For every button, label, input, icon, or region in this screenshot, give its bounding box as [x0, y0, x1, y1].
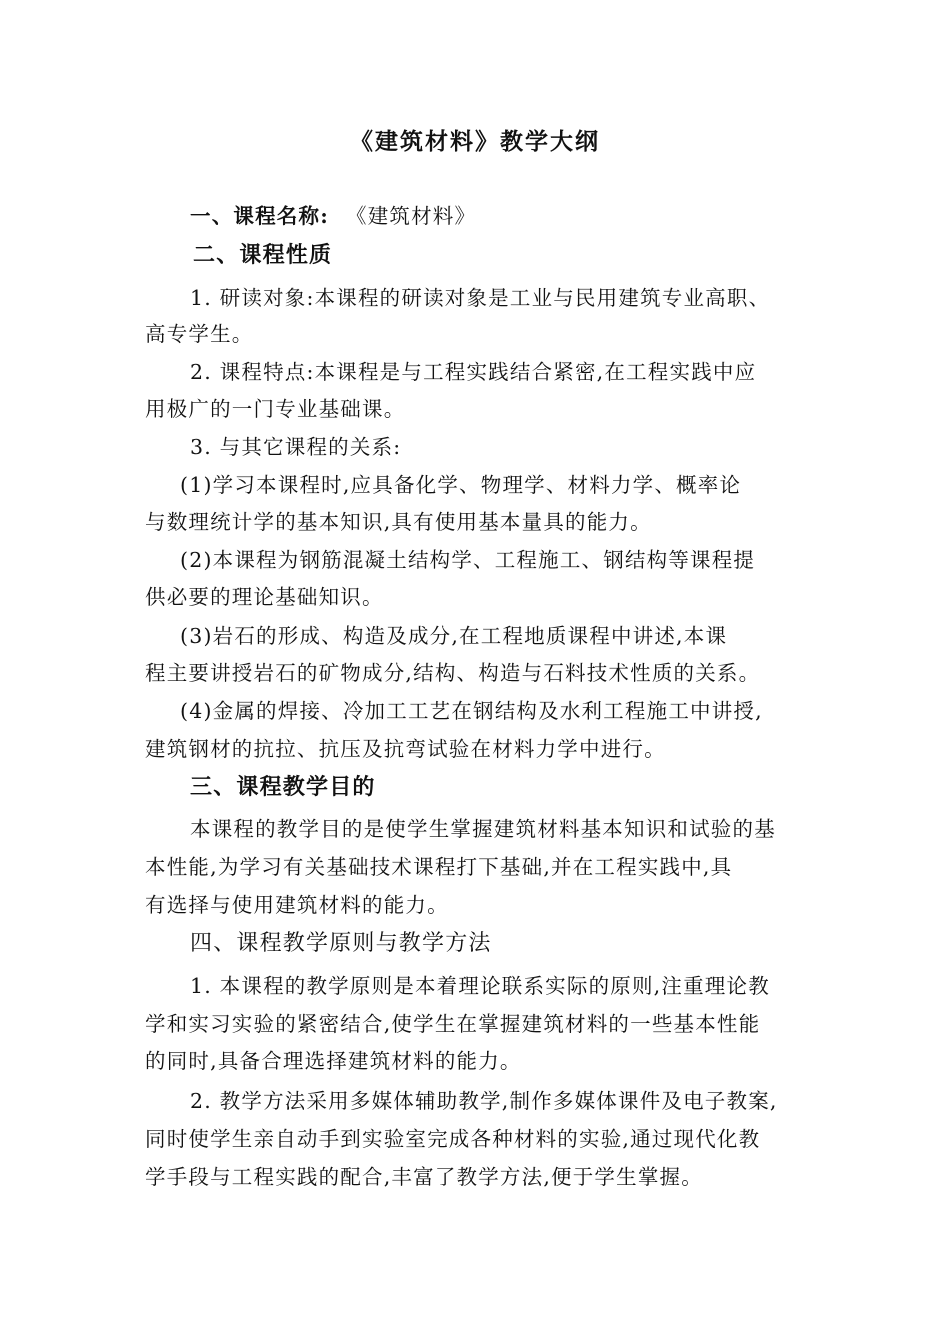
paragraph-line: 建筑钢材的抗拉、抗压及抗弯试验在材料力学中进行。	[145, 737, 666, 761]
paragraph-line: (1)学习本课程时,应具备化学、物理学、材料力学、概率论	[180, 473, 742, 497]
document-title: 《建筑材料》教学大纲	[350, 128, 600, 155]
paragraph-line: 1. 研读对象:本课程的研读对象是工业与民用建筑专业高职、	[190, 286, 771, 310]
paragraph-line: 2. 课程特点:本课程是与工程实践结合紧密,在工程实践中应	[190, 360, 757, 384]
paragraph-line: 用极广的一门专业基础课。	[145, 397, 406, 421]
paragraph-line: 本性能,为学习有关基础技术课程打下基础,并在工程实践中,具	[145, 855, 733, 879]
paragraph-line: 高专学生。	[145, 322, 254, 346]
paragraph-line: 学和实习实验的紧密结合,使学生在掌握建筑材料的一些基本性能	[145, 1012, 761, 1036]
paragraph-line: (3)岩石的形成、构造及成分,在工程地质课程中讲述,本课	[180, 624, 728, 648]
paragraph-line: 与数理统计学的基本知识,具有使用基本量具的能力。	[145, 510, 652, 534]
paragraph-line: 的同时,具备合理选择建筑材料的能力。	[145, 1049, 522, 1073]
course-name-value: 《建筑材料》	[346, 204, 477, 228]
paragraph-line: (4)金属的焊接、冷加工工艺在钢结构及水利工程施工中讲授,	[180, 699, 763, 723]
paragraph-line: 供必要的理论基础知识。	[145, 585, 384, 609]
paragraph-line: 同时使学生亲自动手到实验室完成各种材料的实验,通过现代化教	[145, 1127, 761, 1151]
section-3-heading: 三、课程教学目的	[190, 774, 376, 800]
paragraph-relations-heading: 3. 与其它课程的关系:	[190, 435, 402, 459]
section-2-heading: 二、课程性质	[193, 242, 333, 268]
paragraph-line: 2. 教学方法采用多媒体辅助教学,制作多媒体课件及电子教案,	[190, 1089, 778, 1113]
paragraph-line: 本课程的教学目的是使学生掌握建筑材料基本知识和试验的基	[190, 817, 776, 841]
paragraph-line: 1. 本课程的教学原则是本着理论联系实际的原则,注重理论教	[190, 974, 770, 998]
paragraph-line: 程主要讲授岩石的矿物成分,结构、构造与石料技术性质的关系。	[145, 661, 761, 685]
paragraph-line: 学手段与工程实践的配合,丰富了教学方法,便于学生掌握。	[145, 1165, 703, 1189]
section-4-heading: 四、课程教学原则与教学方法	[190, 931, 492, 956]
paragraph-line: 有选择与使用建筑材料的能力。	[145, 893, 449, 917]
section-1-heading: 一、课程名称:	[190, 204, 329, 228]
paragraph-line: (2)本课程为钢筋混凝土结构学、工程施工、钢结构等课程提	[180, 548, 756, 572]
